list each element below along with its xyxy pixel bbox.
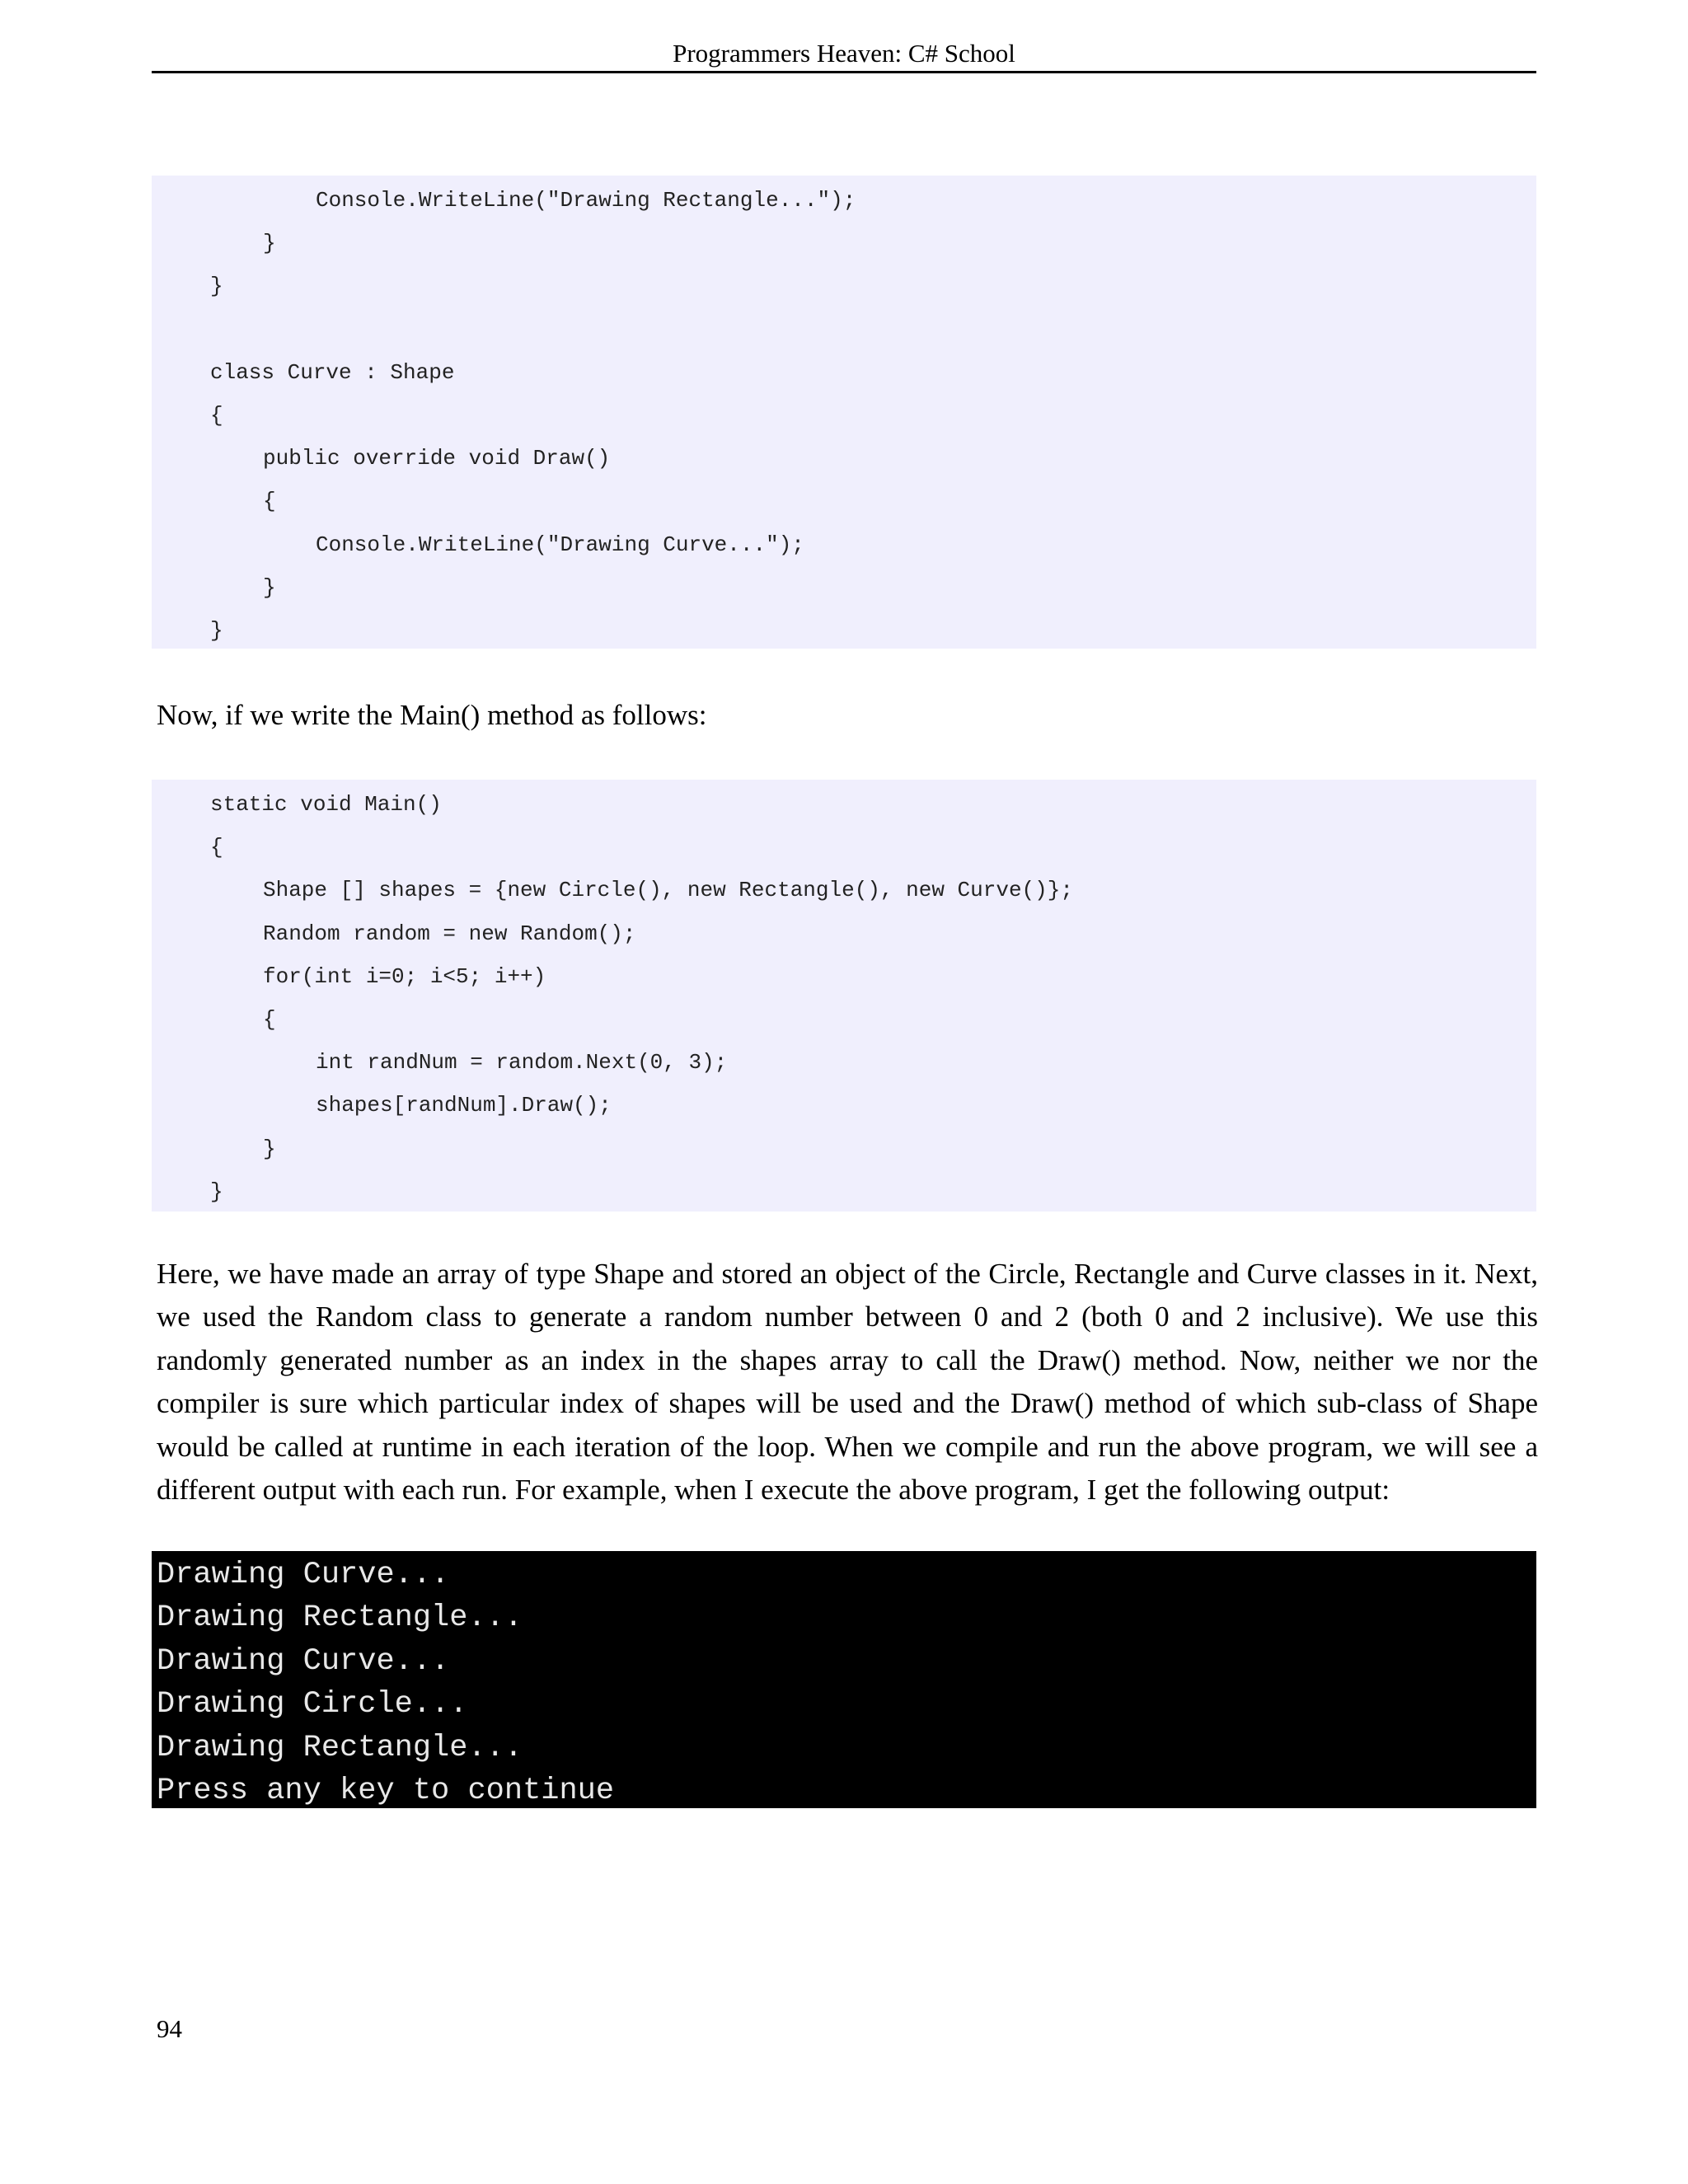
- console-line: Drawing Circle...: [157, 1687, 468, 1722]
- console-line: Drawing Rectangle...: [157, 1601, 523, 1636]
- code-line: }: [263, 1136, 276, 1161]
- code-line: for(int i=0; i<5; i++): [263, 963, 546, 989]
- code-line: Shape [] shapes = {new Circle(), new Rectangle(), new Curve()};: [263, 878, 1073, 903]
- code-line: class Curve : Shape: [210, 359, 455, 385]
- code-line: }: [263, 574, 276, 600]
- header-title: Programmers Heaven: C# School: [673, 39, 1015, 68]
- code-line: Console.WriteLine("Drawing Curve...");: [316, 532, 804, 557]
- code-line: {: [210, 402, 223, 428]
- code-line: {: [263, 1006, 276, 1032]
- code-line: shapes[randNum].Draw();: [316, 1093, 612, 1118]
- code-line: }: [263, 231, 276, 256]
- code-line: Console.WriteLine("Drawing Rectangle...");: [316, 188, 856, 213]
- intro-paragraph: Now, if we write the Main() method as follows:: [157, 699, 707, 731]
- page-number: 94: [157, 2014, 182, 2043]
- code-line: Random random = new Random();: [263, 921, 636, 946]
- code-line: int randNum = random.Next(0, 3);: [316, 1050, 728, 1076]
- explanation-paragraph: Here, we have made an array of type Shape and stored an object of the Circle, Rectangle and Curve classes in it. Next, we used the Random class to generate a random number between 0 and 2 (both 0 and 2 inclusive). We use this randomly generated number as an index in the shapes array to call the Draw() method. Now, neither we nor the compiler is sure which particular index of shapes will be used and the Draw() method of which sub-class of Shape would be called at runtime in each iteration of the loop. When we compile and run the above program, we will see a different output with each run. For example, when I execute the above program, I get the following output:: [157, 1258, 1538, 1507]
- code-line: [152, 312, 1536, 354]
- code-line: }: [210, 274, 223, 299]
- console-line: Drawing Curve...: [157, 1643, 450, 1679]
- code-line: {: [263, 489, 276, 514]
- code-line: {: [210, 835, 223, 860]
- console-line: Drawing Curve...: [157, 1558, 450, 1592]
- code-line: }: [210, 1179, 223, 1204]
- console-line: Drawing Rectangle...: [157, 1730, 523, 1765]
- code-line: public override void Draw(): [263, 446, 611, 471]
- console-output: [152, 1551, 1536, 1808]
- page-header: [152, 36, 1536, 73]
- code-line: }: [210, 617, 223, 643]
- code-line: static void Main(): [210, 792, 442, 817]
- code-block-shape-classes: [152, 176, 1536, 649]
- code-block-main-method: [152, 780, 1536, 1212]
- console-line: Press any key to continue: [157, 1773, 615, 1808]
